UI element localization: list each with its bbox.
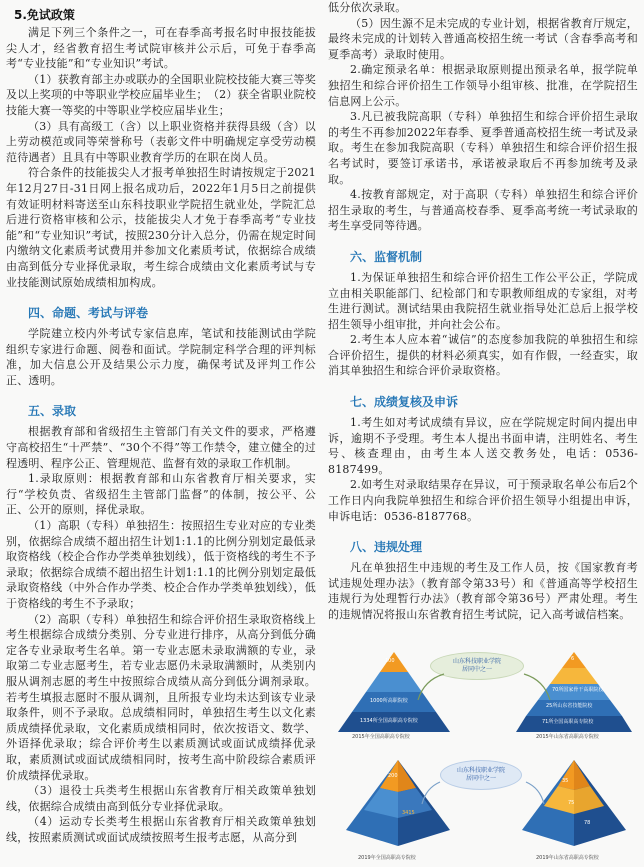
pyramid-label: 3415 (402, 810, 415, 816)
oval-text: 山东科技职业学院 居同中之一 (456, 767, 505, 782)
connector-arrows-bottom (418, 772, 548, 808)
admission-paragraph: （5）因生源不足未完成的专业计划，根据省教育厅规定，最终未完成的计划转入普通高校招生统一考试（含春季高考和夏季高考）录取时使用。 (328, 16, 638, 61)
exempt-paragraph: 满足下列三个条件之一，可在春季高考报名时申报技能拔尖人才，经省教育招生考试院审核并公示后，可免于春季高考“专业技能”和“专业知识”考试。 (6, 26, 316, 71)
heading-review: 七、成绩复核及申诉 (350, 395, 459, 410)
pyramid-label: 78 (584, 820, 591, 826)
heading-exempt-policy: 5.免试政策 (14, 8, 75, 22)
connector-arrows-top (414, 666, 554, 706)
pyramid-label: 70所国家骨干高职院校 (552, 687, 604, 693)
exam-paragraph: 学院建立校内外考试专家信息库，笔试和技能测试由学院组织专家进行命题、阅卷和面试。学院制定科学合理的评判标准，加大信息公开及结果公示力度，确保考试及评判工作公正、透明。 (6, 327, 316, 387)
admission-paragraph: 根据教育部和省级招生主管部门有关文件的要求，严格遵守高校招生“十严禁”、“30个不得”等工作禁令，建立健全的过程透明、程序公正、管理规范、监督有效的录取工作机制。 (6, 425, 316, 470)
admission-paragraph: （1）高职（专科）单独招生：按照招生专业对应的专业类别，依据综合成绩不超出招生计划1:1.1的比例分别划定最低录取资格线（校企合作办学类单独划线），低于资格线的考生不予录取；依据综合成绩不超出招生计划1:1.1的比例分别划定最低录取资格线（中外合作办学类、校企合作办学类单独划线），低于资格线的考生不予录取； (6, 519, 316, 610)
pyramid-label: 71所全国高职高专院校 (542, 719, 594, 725)
heading-violation: 八、违规处理 (350, 540, 423, 555)
admission-paragraph: 1.录取原则：根据教育部和山东省教育厅相关要求，实行“学校负责、省级招生主管部门监督”的体制，按公平、公正、公开的原则，择优录取。 (6, 472, 316, 517)
admission-paragraph: 2.确定预录名单：根据录取原则提出预录名单，报学院单独招生和综合评价招生工作领导小组审核、批准，在学院招生信息网上公示。 (328, 63, 638, 108)
left-column (6, 0, 316, 846)
review-paragraph: 1.考生如对考试成绩有异议，应在学院规定时间内提出申诉，逾期不予受理。考生本人提出书面申请，注明姓名、考生号、核查理由，由考生本人送交教务处，电话：0536-8187499。 (328, 416, 638, 476)
admission-paragraph: 4.按教育部规定，对于高职（专科）单独招生和综合评价招生录取的考生，与普通高校春季、夏季高考统一考试录取的考生享受同等待遇。 (328, 188, 638, 233)
pyramid-label: 100 (385, 658, 395, 664)
review-paragraph: 2.如考生对录取结果存在异议，可于预录取名单公布后2个工作日内向我院单独招生和综合评价招生领导小组提出申诉，申诉电话：0536-8187768。 (328, 478, 638, 523)
oval-text: 山东科技职业学院 居同中之一 (452, 658, 501, 673)
pyramid-caption: 2015年全国高职高专院校 (352, 734, 410, 740)
pyramid-label: 200 (388, 773, 398, 779)
pyramid-caption: 2019年山东省高职高专院校 (536, 855, 599, 861)
right-column (328, 0, 638, 623)
ranking-pyramid-figure (330, 648, 636, 867)
heading-exam: 四、命题、考试与评卷 (28, 306, 149, 321)
violation-paragraph: 凡在单独招生中违规的考生及工作人员，按《国家教育考试违规处理办法》（教育部令第33号）和《普通高等学校招生违规行为处理暂行办法》（教育部令第36号）严肃处理。考生的违规情况将报山东省教育招生考试院，记入高考诚信档案。 (328, 561, 638, 621)
continued-paragraph: 低分依次录取。 (328, 1, 407, 14)
supervision-paragraph: 1.为保证单独招生和综合评价招生工作公平公正，学院成立由相关职能部门、纪检部门和专职教师组成的专家组，对考生进行测试。测试结果由我院招生就业指导处汇总后上报学校招生领导小组审批，并向社会公布。 (328, 270, 638, 331)
exempt-paragraph: （1）获教育部主办或联办的全国职业院校技能大赛三等奖及以上奖项的中等职业学校应届毕业生； （2）获全省职业院校技能大赛一等奖的中等职业学校应届毕业生； (6, 72, 316, 117)
pyramid-label: 6 (571, 656, 575, 662)
exempt-paragraph: （3）具有高级工（含）以上职业资格并获得县级（含）以上劳动模范或同等荣誉称号（表彰文件中明确规定享受劳动模范待遇者）且具有中等职业教育学历的在职在岗人员。 (6, 119, 316, 164)
admission-paragraph: （4）运动专长类考生根据山东省教育厅相关政策单独划线，按照素质测试或面试成绩按照考生报考志愿，从高分到 (6, 815, 316, 844)
pyramid-caption: 2015年山东省高职高专院校 (536, 734, 599, 740)
pyramid-label: 1000所高职院校 (370, 698, 408, 704)
admission-paragraph: （3）退役士兵类考生根据山东省教育厅相关政策单独划线，依据综合成绩由高到低分专业择优录取。 (6, 784, 316, 813)
supervision-paragraph: 2.考生本人应本着“诚信”的态度参加我院的单独招生和综合评价招生，提供的材料必须真实，如有作假，一经查实，取消其单独招生和综合评价录取资格。 (328, 333, 638, 378)
admission-paragraph: 3.凡已被我院高职（专科）单独招生和综合评价招生录取的考生不再参加2022年春季、夏季普通高校招生统一考试及录取。考生在参加我院高职（专科）单独招生和综合评价招生报名考试时，要签订承诺书，承诺被录取后不再参加统考及录取。 (328, 110, 638, 186)
heading-admission: 五、录取 (28, 404, 77, 419)
pyramid-label: 35 (562, 778, 569, 784)
admission-paragraph: （2）高职（专科）单独招生和综合评价招生录取资格线上考生根据综合成绩分类别、分专业进行排序，从高分到低分确定各专业录取考生名单。第一专业志愿未录取满额的专业，录取第二专业志愿考生，若专业志愿仍未录取满额时，从类别内服从调剂志愿的考生中按照综合成绩从高分到低分调剂录取。若考生填报志愿时不服从调剂，且所报专业均未达到该专业录取条件，则不予录取。总成绩相同时，单独招生考生以文化素质成绩择优录取，文化素质成绩相同时，依次按语文、数学、外语择优录取；综合评价考生以素质测试或面试成绩择优录取，素质测试或面试成绩相同时，按考生高中阶段综合素质评价成绩择优录取。 (6, 612, 316, 782)
pyramid-label: 75 (568, 800, 575, 806)
pyramid-label: 1334所全国高职高专院校 (360, 718, 418, 724)
exempt-paragraph: 符合条件的技能拔尖人才报考单独招生时请按规定于2021年12月27日-31日网上报名成功后，2022年1月5日之前提供有效证明材料寄送至山东科技职业学院招生就业处，学院汇总后进行资格审核和公示，技能拔尖人才免于春季高考“专业技能”和“专业知识”考试，按照230分计入总分，仍需在规定时间内缴纳文化素质考试费用并参加文化素质考试，依据综合成绩由高到低分专业择优录取，考生综合成绩由文化素质考试与专业技能测试原始成绩相加构成。 (6, 166, 316, 289)
pyramid-caption: 2019年全国高职高专院校 (358, 855, 416, 861)
heading-supervision: 六、监督机制 (350, 249, 423, 264)
pyramid-label: 25所山东省技能院校 (546, 703, 593, 709)
